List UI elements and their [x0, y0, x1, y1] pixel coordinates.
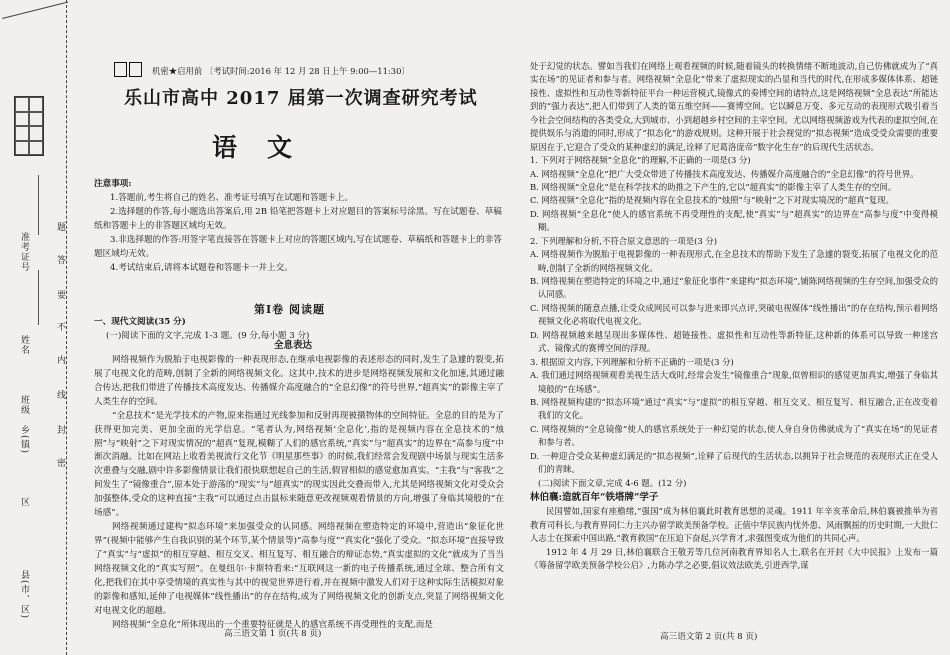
question-option: C. 网络视频的随意点播,让受众成网民可以参与进来即兴点评,突破电视媒体“线性播出”的存在结构,预示着网络视频文化必将取代电视文化。 [530, 302, 938, 327]
page-left [94, 58, 504, 648]
section-subtitle: (二)阅读下面文章,完成 4-6 题。(12 分) [538, 477, 687, 488]
label-exam-number: 准考证号 [19, 232, 29, 272]
seal-char: 内 [55, 355, 65, 365]
notice-item: 4.考试结束后,请将本试题卷和答题卡一并上交。 [110, 262, 293, 273]
question-option: B. 网络视频“全息化”是在科学技术的助推之下产生的,它以“超真实”的影像主宰了人类生存的空间。 [530, 181, 897, 192]
notice-item: 1.答题前,考生将自己的姓名、准考证号填写在试题和答题卡上。 [110, 192, 353, 203]
page-right [530, 60, 938, 650]
subject-title: 语文 [212, 133, 323, 162]
label-class: 班级 [19, 395, 29, 415]
section-title: 一、现代文阅读(35 分) [94, 317, 186, 327]
notice-block [94, 178, 504, 275]
notice-item: 3.非选择题的作答:用签字笔直接答在答题卡上对应的答题区域内,写在试题卷、草稿纸和答题卡上的非答题区域均无效。 [94, 234, 502, 259]
seal-char: 不 [55, 322, 65, 332]
exam-number-grid [14, 96, 44, 156]
header-line [114, 62, 410, 82]
continued-paragraph: 处于幻觉的状态。譬如当我们在网络上观看视频的时候,随着镜头的转换情绪不断地波动,自己仿佛就成为了“真实在场”的见证者和参与者。网络视频“全息化”带来了虚拟现实的凸显和当代的时代,在形成多媒体体系、超链接性、虚拟性和互动性等新特征平台一种运营模式,镜像式的奏博空间的诸特点,这是网络视频“全息表达”所能达到的“强力表达”,把人们带到了人类的第五维空间——赛博空间。它以瞬息万变、多元互动的表现形式吸引着当今社会空间结构的各类受众,大到城市、小到超越乡村空间的主宰空间。尤以网络视频游戏为代表的虚拟空间,在提供娱乐与消遣的同时,形成了“拟态化”的游戏规则。这种开展于社会视觉的“拟态视频”造成受受众需要的重要原因在于,它迎合了受众的某种虚幻的满足,诠释了尼葛洛庞帝“数字化生存”的后现代生活状态。 [530, 61, 938, 152]
seal-char: 答 [55, 255, 65, 265]
notice-heading: 注意事项: [94, 179, 132, 189]
section-subtitle: (一)阅读下面的文字,完成 1-3 题。(9 分,每小题 3 分) [106, 330, 310, 341]
binding-corner-line [2, 2, 68, 19]
question-option: A. 网络视频“全息化”把广大受众带进了传播技术高度发达、传播媒介高度融合的“全息幻像”的符号世界。 [530, 168, 919, 179]
page-footer-right: 高三语文第 2 页(共 8 页) [660, 632, 758, 642]
article-paragraph: 网络视频“全息化”所体现出的一个重要特征就是人的感官系统不再受理性的支配,而是 [112, 619, 433, 630]
article-paragraph: “全息技术”是光学技术的产物,原来指通过光线参加和反射再现被摄物体的空间特征。全息的目的是为了获得更加完美、更加全面的光学信息。“笔者认为,网络视频‘全息化’,指的是视频内容在全息技术的“烛照”与“映射”之下对现实情况的“超真”复现,模糊了人们的感官系统,“真实”与“超真实”的边界在“高参与度”中渐次消融。比如在网站上收看美视流行文化节《明星那些事》的时候,我们经常会发现剧中场景与现实生活多次重叠与交融,剧中许多影像情景让我们很快联想起自己的生活,假冒相似的感觉愈加真实。“主我”与“客我”之间发生了“镜像重合”,原本处于游荡的“现实”与“超真实”的现实因此交叠而带入,尤其是网络视频文化对受众会加强整体,受众的这种直接“主我”可以通过点击鼠标来随意更改视频观看情景的方向,增强了身临其境般的“在场感”。 [94, 410, 504, 519]
exam-number-underline [38, 175, 39, 235]
seal-char: 题 [55, 222, 65, 232]
question-option: D. 一种迎合受众某种虚幻满足的“拟态视频”,诠释了后现代的生活状态,以拥异于社会规范的表现形式正在受人们的青睐。 [530, 450, 938, 475]
label-township: 乡(镇) [19, 425, 29, 455]
question-option: D. 网络视频越来越呈现出多媒体性、超链接性、虚拟性和互动性等新特征,这种新的体系可以导致一种迷宫式、镜像式的赛博空间的浮现。 [530, 329, 938, 354]
binding-strip [0, 0, 88, 655]
question-stem: 3. 根据原文内容,下列理解和分析不正确的一项是(3 分) [530, 356, 734, 367]
article-paragraph: 网络视频通过建构“拟态环境”来加强受众的认同感。网络视频在塑造特定的环境中,营造出“象征化世界”(视频中能够产生自我识别的某个环节,某个情景等)“高参与度”“真实化”强化了受众。“拟态环境”直接导致了“真实”与“虚拟”的相互穿越、相互交叉、相互复写、相互融合的辩证态势,“真实虚拟的文化”就成为了当当网络视频文化的“真实写照”。在曼纽尔·卡斯特看来:“互联网这一新的电子传播系统,通过全球、整合所有文化,把我们在其中享受情境的真实性与其中的视觉世界进行着,并在视频中激发人们对于这种实际生活模拟对象的影像和感知,延伸了电视媒体“线性播出”的存在结构,成为了网络视频文化的创新支点,突显了网络视频文化对电视文化的超越。 [94, 522, 504, 616]
exam-title: 乐山市高中 2017 届第一次调查研究考试 [124, 88, 478, 109]
part-title: 第Ⅰ卷 阅读题 [254, 303, 325, 316]
name-underline [38, 270, 39, 325]
seal-char: 密 [55, 458, 65, 468]
seal-char: 要 [55, 290, 65, 300]
question-option: B. 网络视频在塑造特定的环境之中,通过“象征化事件”来建构“拟态环境”,铺陈网络视频的生存空间,加强受众的认同感。 [530, 276, 938, 300]
article-title: 林伯襄:造就百年“铁塔牌”学子 [530, 492, 659, 503]
article-title: 全息表达 [274, 340, 313, 351]
answer-boxes [114, 62, 144, 82]
secret-line: 机密★启用前 〔考试时间:2016 年 12 月 28 日上午 9:00—11:30〕 [152, 66, 410, 76]
article-body [94, 354, 504, 632]
notice-item: 2.选择题的作答,每小题选出答案后,用 2B 铅笔把答题卡上对应题目的答案标号涂黑。写在试题卷、草稿纸和答题卡上的非答题区域均无效。 [94, 206, 502, 231]
label-name: 姓名 [19, 335, 29, 355]
seal-char: 封 [55, 425, 65, 435]
question-option: B. 网络视频构建的“拟态环境”通过“真实”与“虚拟”的相互穿越、相互交叉、相互复写、相互融合,正在改变着我们的文化。 [530, 396, 938, 421]
question-option: C. 网络视频的“全息镜像”使人的感官系统处于一种幻觉的状态,使人身自身仿佛就成为了“真实在场”的见证者和参与者。 [530, 423, 938, 448]
question-option: A. 网络视频作为脱胎于电视影像的一种表现形式,在全息技术的帮助下发生了急遽的裂变,拓展了电视文化的范畴,创制了全新的网络视频文化。 [530, 249, 938, 273]
article-paragraph: 网络视频作为脱胎于电视影像的一种表现形态,在继承电视影像的表述形态的同时,发生了急遽的裂变,拓展了电视文化的范畴,创制了全新的网络视频文化。这其中,技术的进步是网络视频发展和文化加速,其通过融合传达,把我们带进了传播技术高度发达、传播媒介高度融合的“全息幻像”的符号世界,“超真实”的影像主宰了人类生存的空间。 [94, 355, 504, 407]
label-district: 区 [19, 497, 29, 507]
seal-char: 线 [55, 390, 65, 400]
question-option: C. 网络视频“全息化”指的是视频内容在全息技术的“烛照”与“映射”之下对现实境况的“超真”复现。 [530, 195, 894, 206]
page-footer-left: 高三语文第 1 页(共 8 页) [224, 629, 322, 639]
question-stem: 1. 下列对于网络视频“全息化”的理解,不正确的一项是(3 分) [530, 155, 751, 166]
label-county: 县(市、区) [19, 570, 29, 620]
article-paragraph: 1912 年 4 月 29 日,林伯襄联合王敬芳等几位河南教育界知名人士,联名在开封《大中民报》上发布一篇《筹备留学欧美预备学校公启》,力陈办学之必要,倡议效法欧美,引进西学,谋 [530, 546, 938, 570]
article-paragraph: 民国譬如,国家有座檐绪,“强国”成为林伯襄此时教育思想的灵魂。1911 年辛亥革命后,林伯襄被推举为省教育司科长,与教育界同仁力主兴办留学欧美预备学校。正值中华民族内忧外患、风雨飘摇的历史时期,一大批仁人志士在探索中国出路,“教育救国”在压迫下奋起,兴学育才,求强图变成为他们的共同心声。 [530, 506, 938, 544]
question-option: A. 我们通过网络视频观看美视生活大戏时,经常会发生“镜像重合”现象,似曾相识的感觉更加真实,增强了身临其境般的“在场感”。 [530, 370, 938, 394]
question-option: D. 网络视频“全息化”使人的感官系统不再受理性的支配,使“真实”与“超真实”的边界在“高参与度”中变得模糊。 [530, 208, 938, 233]
question-stem: 2. 下列理解和分析,不符合原文意思的一项是(3 分) [530, 235, 717, 246]
